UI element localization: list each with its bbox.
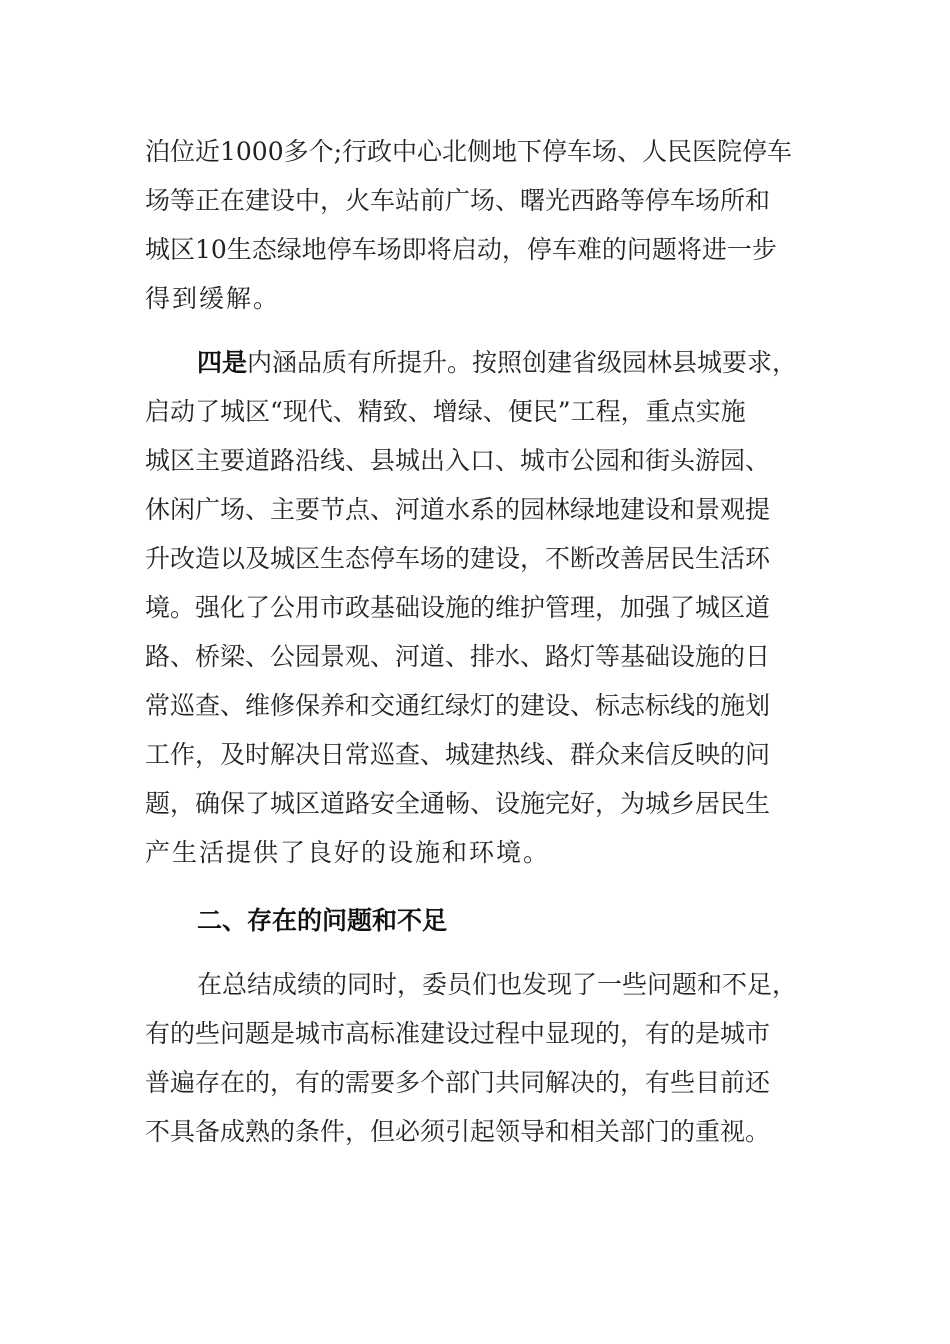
paragraph-line: 普遍存在的，有的需要多个部门共同解决的，有些目前还 bbox=[145, 1068, 771, 1097]
paragraph-line: 休闲广场、主要节点、河道水系的园林绿地建设和景观提 bbox=[145, 495, 771, 524]
paragraph-line: 题，确保了城区道路安全通畅、设施完好，为城乡居民生 bbox=[145, 789, 771, 818]
paragraph-line: 路、桥梁、公园景观、河道、排水、路灯等基础设施的日 bbox=[145, 642, 771, 671]
paragraph-line: 有的些问题是城市高标准建设过程中显现的，有的是城市 bbox=[145, 1019, 771, 1048]
paragraph-line: 常巡查、维修保养和交通红绿灯的建设、标志标线的施划 bbox=[145, 691, 771, 720]
paragraph-line: 境。强化了公用市政基础设施的维护管理，加强了城区道 bbox=[145, 593, 771, 622]
emphasis-label: 四是 bbox=[197, 348, 248, 377]
paragraph-line: 启动了城区“现代、精致、增绿、便民”工程，重点实施 bbox=[145, 397, 746, 426]
paragraph-line: 场等正在建设中，火车站前广场、曙光西路等停车场所和 bbox=[145, 186, 771, 215]
paragraph-line: 升改造以及城区生态停车场的建设，不断改善居民生活环 bbox=[145, 544, 771, 573]
paragraph-first-line bbox=[197, 346, 807, 380]
paragraph-line: 产生活提供了良好的设施和环境。 bbox=[145, 838, 551, 867]
paragraph-line: 泊位近1000多个;行政中心北侧地下停车场、人民医院停车 bbox=[145, 137, 793, 166]
paragraph-line: 不具备成熟的条件，但必须引起领导和相关部门的重视。 bbox=[145, 1117, 771, 1146]
paragraph-text: 内涵品质有所提升。按照创建省级园林县城要求， bbox=[247, 348, 798, 377]
paragraph-line: 城区主要道路沿线、县城出入口、城市公园和街头游园、 bbox=[145, 446, 771, 475]
paragraph-line: 城区10生态绿地停车场即将启动，停车难的问题将进一步 bbox=[145, 235, 777, 264]
section-heading: 二、存在的问题和不足 bbox=[197, 906, 448, 935]
paragraph-line: 工作，及时解决日常巡查、城建热线、群众来信反映的问 bbox=[145, 740, 771, 769]
paragraph-line: 得到缓解。 bbox=[145, 284, 281, 313]
paragraph-first-line: 在总结成绩的同时，委员们也发现了一些问题和不足， bbox=[197, 970, 798, 999]
